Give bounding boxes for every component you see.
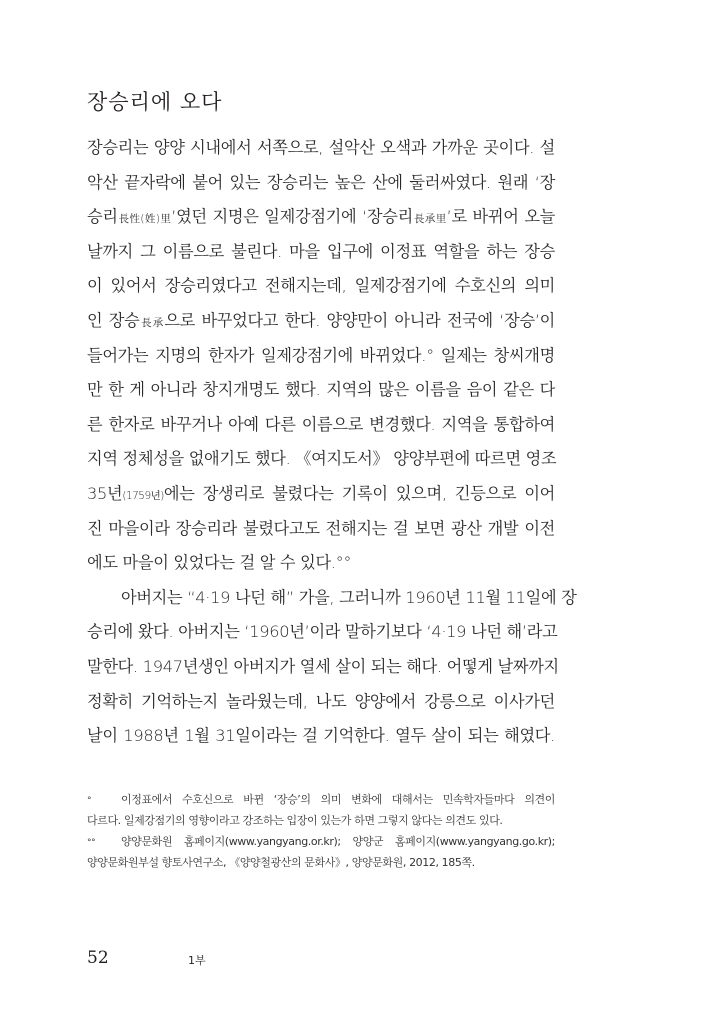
text-segment: 정확히 기억하는지 놀라웠는데, 나도 양양에서 강릉으로 이사가던	[87, 691, 555, 711]
text-line	[87, 274, 555, 309]
footnote-line	[87, 791, 555, 812]
text-segment: 날이 1988년 1월 31일이라는 걸 기억한다. 열두 살이 되는 해였다.	[87, 726, 555, 746]
footnote-text: 양양문화원부설 향토사연구소, 《양양철광산의 문화사》, 양양문화원, 2012, 185쪽.	[87, 856, 475, 869]
text-line	[87, 482, 555, 517]
text-line	[87, 551, 555, 586]
text-segment: 에도 마을이 있었다는 걸 알 수 있다.°°	[87, 553, 352, 573]
footnote-line	[87, 812, 555, 833]
text-segment: 지역 정체성을 없애기도 했다. 《여지도서》 양양부편에 따르면 영조	[87, 449, 557, 469]
text-segment: 장승리는 양양 시내에서 서쪽으로, 설악산 오색과 가까운 곳이다. 설	[87, 138, 555, 157]
text-line	[87, 447, 555, 482]
text-segment: 이 있어서 장승리였다고 전해지는데, 일제강점기에 수호신의 의미	[87, 276, 555, 296]
text-segment: 아버지는 “4·19 나던 해” 가을, 그러니까 1960년 11월 11일에 장	[121, 587, 577, 607]
text-line	[87, 655, 559, 690]
footnote-text: 다르다. 일제강점기의 영향이라고 강조하는 입장이 있는가 하면 그렇지 않다는 의견도 있다.	[87, 814, 503, 827]
text-line	[87, 136, 555, 171]
footnote-marker: °°	[87, 838, 96, 848]
text-line	[87, 309, 555, 344]
text-segment: 인 장승	[87, 310, 140, 330]
text-segment: 승리에 왔다. 아버지는 ‘1960년’이라 말하기보다 ‘4·19 나던 해’라고	[87, 622, 558, 642]
text-segment: 35년	[87, 483, 123, 503]
footnote-line	[87, 833, 555, 854]
text-segment: 진 마을이라 장승리라 불렸다고도 전해지는 걸 보면 광산 개발 이전	[87, 518, 555, 538]
text-segment: 만 한 게 아니라 창지개명도 했다. 지역의 많은 이름을 음이 같은 다	[87, 380, 555, 400]
text-line	[87, 413, 555, 448]
text-line	[87, 171, 555, 206]
text-segment: 들어가는 지명의 한자가 일제강점기에 바뀌었다.° 일제는 창씨개명	[87, 345, 555, 365]
text-segment: 으로 바꾸었다고 한다. 양양만이 아니라 전국에 ‘장승’이	[164, 310, 556, 330]
body-text	[87, 136, 577, 759]
text-segment: ’였던 지명은 일제강점기에 ‘장승리	[171, 207, 413, 227]
text-segment: 말한다. 1947년생인 아버지가 열세 살이 되는 해다. 어떻게 날짜까지	[87, 656, 559, 676]
footnote-marker: °	[87, 796, 92, 806]
hanja-annotation: 長性(姓)里	[117, 213, 172, 226]
hanja-annotation: (1759년)	[122, 489, 164, 502]
footnote-text: 양양문화원 홈페이지(www.yangyang.or.kr); 양양군 홈페이지(www.yangyang.go.kr);	[121, 835, 555, 848]
text-line	[87, 620, 558, 655]
text-segment: 악산 끝자락에 붙어 있는 장승리는 높은 산에 둘러싸였다. 원래 ‘장	[87, 172, 555, 192]
text-segment: 에는 장생리로 불렸다는 기록이 있으며, 긴등으로 이어	[163, 483, 555, 503]
text-line	[87, 586, 577, 621]
text-segment: ’로 바뀌어 오늘	[446, 207, 555, 227]
part-label: 1부	[188, 954, 206, 967]
hanja-annotation: 長承里	[412, 213, 447, 226]
text-line	[87, 724, 555, 759]
text-line	[87, 344, 555, 379]
text-line	[87, 690, 555, 725]
footnotes	[87, 791, 555, 875]
footnote-text: 이정표에서 수호신으로 바뀐 ‘장승’의 의미 변화에 대해서는 민속학자들마다 의견이	[121, 793, 555, 806]
hanja-annotation: 長承	[139, 316, 165, 329]
text-segment: 른 한자로 바꾸거나 아예 다른 이름으로 변경했다. 지역을 통합하여	[87, 414, 555, 434]
section-title: 장승리에 오다	[87, 90, 223, 114]
text-line	[87, 517, 555, 552]
text-segment: 승리	[87, 207, 118, 227]
page-number: 52	[87, 948, 109, 968]
text-segment: 날까지 그 이름으로 불린다. 마을 입구에 이정표 역할을 하는 장승	[87, 241, 555, 261]
text-line	[87, 378, 555, 413]
text-line	[87, 205, 555, 240]
footnote-line	[87, 854, 555, 875]
text-line	[87, 240, 555, 275]
